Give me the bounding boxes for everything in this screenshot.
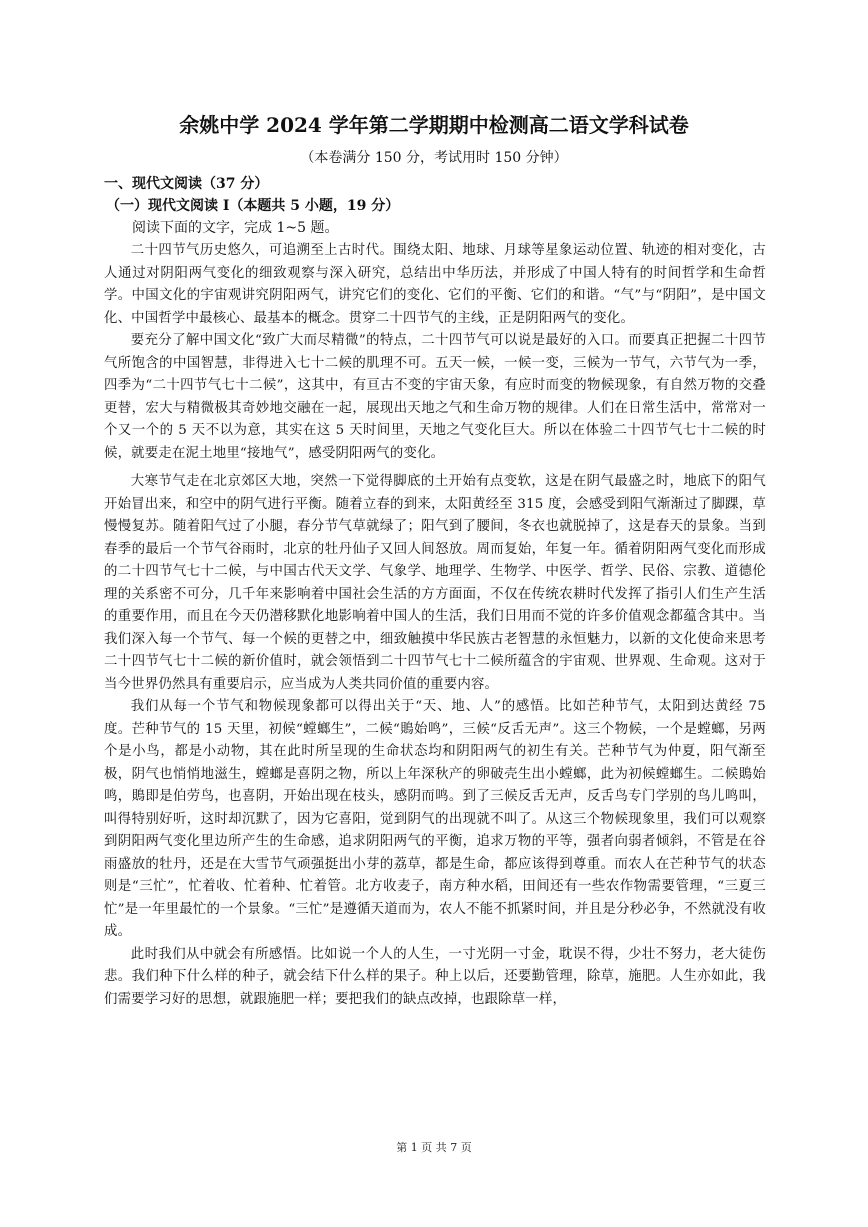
passage-paragraph-3: 大寒节气走在北京郊区大地，突然一下觉得脚底的土开始有点变软，这是在阴气最盛之时，地底下的阳气开始冒出来，和空中的阴气进行平衡。随着立春的到来，太阳黄经至 315 度，会感受到阳气渐渐过了脚踝，草慢慢复苏。随着阳气过了小腿，春分节气草就绿了；阳气到了腰间，冬衣也就脱掉了，这是春天的景象。当到春季的最后一个节气谷雨时，北京的牡丹仙子又回人间怒放。周而复始，年复一年。循着阴阳两气变化而形成的二十四节气七十二候，与中国古代天文学、气象学、地理学、生物学、中医学、哲学、民俗、宗教、道德伦理的关系密不可分，几千年来影响着中国社会生活的方方面面，不仅在传统农耕时代发挥了指引人们生产生活的重要作用，而且在今天仍潜移默化地影响着中国人的生活，我们日用而不觉的许多价值观念都蕴含其中。当我们深入每一个节气、每一个候的更替之中，细致触摸中华民族古老智慧的永恒魅力，以新的文化使命来思考二十四节气七十二候的新价值时，就会领悟到二十四节气七十二候所蕴含的宇宙观、世界观、生命观。这对于当今世界仍然具有重要启示，应当成为人类共同价值的重要内容。 (104, 474, 766, 692)
passage-paragraph-5: 此时我们从中就会有所感悟。比如说一个人的人生，一寸光阴一寸金，耽误不得，少壮不努力，老大徒伤悲。我们种下什么样的种子，就会结下什么样的果子。种上以后，还要勤管理，除草，施肥。人生亦如此，我们需要学习好的思想，就跟施肥一样；要把我们的缺点改掉，也跟除草一样， (104, 946, 766, 1007)
passage-paragraph-4: 我们从每一个节气和物候现象都可以得出关于“天、地、人”的感悟。比如芒种节气，太阳到达黄经 75 度。芒种节气的 15 天里，初候“螳螂生”，二候“鵙始鸣”，三候“反舌无声”。这三个物候，一个是螳螂，另两个是小鸟，都是小动物，其在此时所呈现的生命状态均和阴阳两气的初生有关。芒种节气为仲夏，阳气渐至极，阴气也悄悄地滋生，螳螂是喜阴之物，所以上年深秋产的卵破壳生出小螳螂，此为初候螳螂生。二候鵙始鸣，鵙即是伯劳鸟，也喜阴，开始出现在枝头，感阴而鸣。到了三候反舌无声，反舌鸟专门学别的鸟儿鸣叫，叫得特别好听，这时却沉默了，因为它喜阳，觉到阴气的出现就不叫了。从这三个物候现象里，我们可以观察到阴阳两气变化里边所产生的生命感，追求阴阳两气的平衡，追求万物的平等，强者向弱者倾斜，不管是在谷雨盛放的牡丹，还是在大雪节气顽强挺出小芽的荔草，都是生命，都应该得到尊重。而农人在芒种节气的状态则是“三忙”，忙着收、忙着种、忙着管。北方收麦子，南方种水稻，田间还有一些农作物需要管理，“三夏三忙”是一年里最忙的一个景象。“三忙”是遵循天道而为，农人不能不抓紧时间，并且是分秒必争，不然就没有收成。 (104, 699, 766, 939)
page-number-footer: 第 1 页 共 7 页 (396, 1141, 472, 1154)
exam-subtitle: （本卷满分 150 分，考试用时 150 分钟） (300, 150, 568, 166)
passage-body (104, 240, 766, 1011)
subsection-heading: （一）现代文阅读 I（本题共 5 小题，19 分） (106, 198, 400, 214)
passage-paragraph-1: 二十四节气历史悠久，可追溯至上古时代。围绕太阳、地球、月球等星象运动位置、轨迹的相对变化，古人通过对阴阳两气变化的细致观察与深入研究，总结出中华历法，并形成了中国人特有的时间哲学和生命哲学。中国文化的宇宙观讲究阴阳两气，讲究它们的变化、它们的平衡、它们的和谐。“气”与“阴阳”，是中国文化、中国哲学中最核心、最基本的概念。贯穿二十四节气的主线，正是阴阳两气的变化。 (104, 243, 766, 326)
section-heading: 一、现代文阅读（37 分） (104, 176, 269, 192)
passage-paragraph-2: 要充分了解中国文化“致广大而尽精微”的特点，二十四节气可以说是最好的入口。而要真正把握二十四节气所饱含的中国智慧，非得进入七十二候的肌理不可。五天一候，一候一变，三候为一节气，六节气为一季，四季为“二十四节气七十二候”，这其中，有亘古不变的宇宙天象，有应时而变的物候现象，有自然万物的交叠更替，宏大与精微极其奇妙地交融在一起，展现出天地之气和生命万物的规律。人们在日常生活中，常常对一个又一个的 5 天不以为意，其实在这 5 天时间里，天地之气变化巨大。所以在体验二十四节气七十二候的时候，就要走在泥土地里“接地气”，感受阴阳两气的变化。 (104, 333, 766, 461)
exam-title: 余姚中学 2024 学年第二学期期中检测高二语文学科试卷 (179, 113, 689, 137)
reading-instruction: 阅读下面的文字，完成 1~5 题。 (132, 220, 339, 236)
